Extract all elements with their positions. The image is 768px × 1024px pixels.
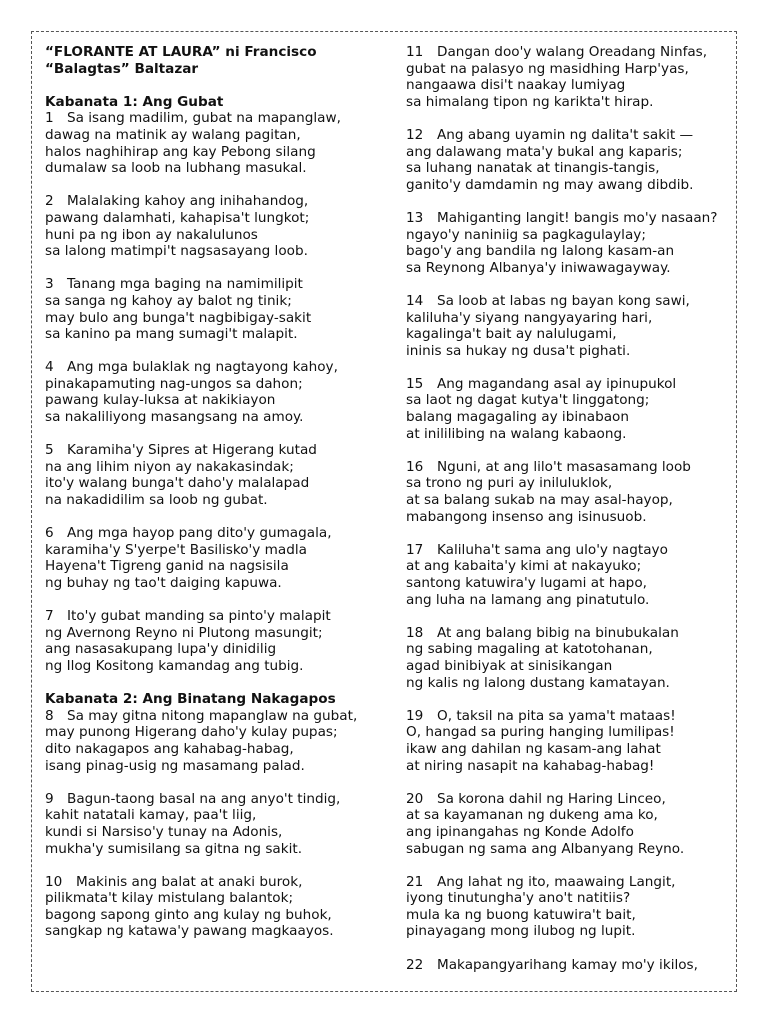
verse-text: Dangan doo'y walang Oreadang Ninfas, (437, 44, 708, 60)
verse-text: Karamiha'y Sipres at Higerang kutad (67, 442, 317, 459)
stanza-line: na ang lihim niyon ay nakakasindak; (45, 458, 294, 475)
stanza-line: mula ka ng buong katuwira't bait, (406, 906, 636, 923)
stanza-line: bago'y ang bandila ng lalong kasam-an (406, 243, 675, 260)
stanza-6 (45, 525, 365, 591)
stanza-line: mabangong insenso ang isinusuob. (406, 508, 647, 525)
stanza-12 (406, 127, 736, 193)
stanza-number: 3 (45, 276, 54, 293)
stanza-line: pawang kulay-luksa at nakikiayon (45, 392, 276, 409)
stanza-line: sangkap ng katawa'y pawang magkaayos. (45, 923, 334, 940)
stanza-19 (406, 708, 736, 774)
stanza-number: 15 (406, 375, 424, 392)
stanza-line: iyong tinutungha'y ano't natitiis? (406, 890, 631, 907)
stanza-line: ng sabing magaling at katotohanan, (406, 641, 653, 658)
stanza-10 (45, 874, 365, 940)
stanza-2 (45, 193, 365, 259)
stanza-line: pinayagang mong ilubog ng lupit. (406, 923, 636, 940)
stanza-line: ang nasasakupang lupa'y dinidilig (45, 641, 277, 658)
stanza-8 (45, 708, 365, 774)
verse-text: Ang lahat ng ito, maawaing Langit, (437, 873, 676, 890)
chapter-2-heading: Kabanata 2: Ang Binatang Nakagapos (45, 691, 336, 708)
stanza-line: sa trono ng puri ay iniluluklok, (406, 475, 613, 492)
stanza-line: sa lalong matimpi't nagsasayang loob. (45, 243, 308, 260)
stanza-number: 2 (45, 193, 54, 210)
stanza-18 (406, 625, 736, 691)
stanza-number: 13 (406, 209, 424, 226)
verse-text: Sa isang madilim, gubat na mapanglaw, (67, 110, 341, 127)
stanza-line: isang pinag-usig ng masamang palad. (45, 757, 305, 774)
stanza-line (406, 293, 736, 310)
stanza-line (45, 110, 365, 127)
right-column (406, 44, 736, 990)
stanza-line (406, 791, 736, 808)
stanza-line: ang luha na lamang ang pinatutulo. (406, 591, 650, 608)
verse-text: Bagun-taong basal na ang anyo't tindig, (67, 790, 341, 807)
verse-text: Sa may gitna nitong mapanglaw na gubat, (67, 707, 358, 724)
stanza-line: may bulo ang bunga't nagbibigay-sakit (45, 309, 312, 326)
stanza-number: 8 (45, 707, 54, 724)
stanza-line: nangaawa disi't naakay lumiyag (406, 77, 626, 94)
stanza-13 (406, 210, 736, 276)
stanza-line (406, 542, 736, 559)
verse-text: Ang mga bulaklak ng nagtayong kahoy, (67, 359, 338, 376)
title-line-2: “Balagtas” Baltazar (45, 60, 199, 77)
stanza-1 (45, 110, 365, 176)
stanza-line: santong katuwira'y lugami at hapo, (406, 575, 647, 591)
stanza-line: kundi si Narsiso'y tunay na Adonis, (45, 823, 283, 840)
stanza-number: 1 (45, 110, 54, 127)
stanza-line: sa luhang nanatak at tinangis-tangis, (406, 160, 660, 177)
stanza-line (45, 193, 365, 210)
stanza-number: 10 (45, 873, 63, 890)
stanza-number: 4 (45, 359, 54, 376)
stanza-line: ng Avernong Reyno ni Plutong masungit; (45, 624, 323, 641)
stanza-number: 11 (406, 44, 424, 60)
stanza-line: ito'y walang bunga't daho'y malalapad (45, 475, 310, 492)
stanza-line (45, 359, 365, 376)
stanza-line: pilikmata't kilay mistulang balantok; (45, 890, 294, 907)
stanza-line: halos naghihirap ang kay Pebong silang (45, 143, 316, 160)
stanza-line (406, 210, 736, 227)
stanza-line: kagalinga't bait ay nalulugami, (406, 326, 617, 343)
stanza-line: kahit natatali kamay, paa't liig, (45, 807, 257, 824)
stanza-number: 5 (45, 442, 54, 459)
stanza-line: ganito'y damdamin ng may awang dibdib. (406, 176, 694, 193)
stanza-line: at inililibing na walang kabaong. (406, 425, 627, 442)
stanza-5 (45, 442, 365, 508)
verse-text: Kaliluha't sama ang ulo'y nagtayo (437, 541, 668, 558)
stanza-line: ang dalawang mata'y bukal ang kaparis; (406, 143, 683, 160)
verse-text: Ito'y gubat manding sa pinto'y malapit (67, 608, 331, 625)
stanza-line (45, 708, 365, 725)
stanza-line: sabugan ng sama ang Albanyang Reyno. (406, 840, 685, 857)
verse-text: Makapangyarihang kamay mo'y ikilos, (437, 956, 698, 973)
stanza-line: sa himalang tipon ng karikta't hirap. (406, 93, 654, 110)
stanza-number: 12 (406, 126, 424, 143)
stanza-number: 19 (406, 707, 424, 724)
verse-text: Nguni, at ang lilo't masasamang loob (437, 458, 691, 475)
stanza-line (45, 791, 365, 808)
stanza-line (45, 442, 365, 459)
stanza-line: ininis sa hukay ng dusa't pighati. (406, 342, 631, 359)
chapter-1-heading: Kabanata 1: Ang Gubat (45, 93, 224, 110)
verse-text: Ang mga hayop pang dito'y gumagala, (67, 525, 332, 542)
stanza-line: kaliluha'y siyang nangyayaring hari, (406, 309, 653, 326)
stanza-line: sa kanino pa mang sumagi't malapit. (45, 326, 298, 343)
stanza-4 (45, 359, 365, 425)
stanza-line (406, 708, 736, 725)
stanza-line: dito nakagapos ang kahabag-habag, (45, 740, 294, 757)
stanza-17 (406, 542, 736, 608)
verse-text: Sa loob at labas ng bayan kong sawi, (437, 292, 690, 309)
stanza-line (45, 874, 365, 891)
verse-text: Malalaking kahoy ang inihahandog, (67, 193, 309, 210)
stanza-number: 7 (45, 608, 54, 625)
stanza-line: agad binibiyak at sinisikangan (406, 657, 613, 674)
stanza-line: O, hangad sa puring hanging lumilipas! (406, 724, 675, 741)
stanza-line (406, 44, 736, 61)
stanza-line: ngayo'y naniniig sa pagkagulaylay; (406, 226, 646, 243)
stanza-line: ng buhay ng tao't daiging kapuwa. (45, 575, 282, 591)
verse-text: At ang balang bibig na binubukalan (437, 624, 679, 641)
stanza-line: mukha'y sumisilang sa gitna ng sakit. (45, 840, 303, 857)
stanza-line: sa Reynong Albanya'y iniwawagayway. (406, 259, 671, 276)
stanza-line: Hayena't Tigreng ganid na nagsisila (45, 558, 289, 575)
stanza-22 (406, 957, 736, 974)
title-line-1: “FLORANTE AT LAURA” ni Francisco (45, 44, 317, 60)
stanza-line: gubat na palasyo ng masidhing Harp'yas, (406, 60, 689, 77)
stanza-line: balang magagaling ay ibinabaon (406, 409, 629, 426)
stanza-line: ng kalis ng lalong dustang kamatayan. (406, 674, 670, 691)
verse-text: Mahiganting langit! bangis mo'y nasaan? (437, 209, 718, 226)
verse-text: Ang magandang asal ay ipinupukol (437, 375, 677, 392)
stanza-line: at niring nasapit na kahabag-habag! (406, 757, 655, 774)
stanza-line: dumalaw sa loob na lubhang masukal. (45, 160, 307, 177)
verse-text: Ang abang uyamin ng dalita't sakit — (437, 126, 694, 143)
stanza-line (406, 957, 736, 974)
stanza-number: 22 (406, 956, 424, 973)
stanza-line: ng Ilog Kositong kamandag ang tubig. (45, 657, 304, 674)
stanza-number: 6 (45, 525, 54, 542)
stanza-21 (406, 874, 736, 940)
stanza-line (406, 625, 736, 642)
stanza-line: ikaw ang dahilan ng kasam-ang lahat (406, 740, 661, 757)
stanza-line: dawag na matinik ay walang pagitan, (45, 126, 301, 143)
stanza-line (406, 874, 736, 891)
stanza-line (406, 459, 736, 476)
verse-text: Tanang mga baging na namimilipit (67, 276, 303, 293)
stanza-7 (45, 608, 365, 674)
stanza-number: 14 (406, 292, 424, 309)
stanza-15 (406, 376, 736, 442)
verse-text: Sa korona dahil ng Haring Linceo, (437, 790, 666, 807)
stanza-line: may punong Higerang daho'y kulay pupas; (45, 724, 338, 741)
stanza-3 (45, 276, 365, 342)
verse-text: O, taksil na pita sa yama't mataas! (437, 707, 676, 724)
stanza-14 (406, 293, 736, 359)
stanza-9 (45, 791, 365, 857)
stanza-line: pinakapamuting nag-ungos sa dahon; (45, 375, 303, 392)
stanza-line: sa laot ng dagat kutya't linggatong; (406, 392, 650, 409)
stanza-line: karamiha'y S'yerpe't Basilisko'y madla (45, 541, 307, 558)
stanza-line (45, 608, 365, 625)
stanza-number: 16 (406, 458, 424, 475)
stanza-line: na nakadidilim sa loob ng gubat. (45, 492, 268, 509)
stanza-line: at sa balang sukab na may asal-hayop, (406, 492, 673, 509)
stanza-20 (406, 791, 736, 857)
stanza-line: bagong sapong ginto ang kulay ng buhok, (45, 906, 332, 923)
stanza-line: sa sanga ng kahoy ay balot ng tinik; (45, 292, 292, 309)
stanza-number: 20 (406, 790, 424, 807)
stanza-number: 17 (406, 541, 424, 558)
stanza-number: 21 (406, 873, 424, 890)
stanza-line: at ang kabaita'y kimi at nakayuko; (406, 558, 642, 575)
stanza-line (406, 376, 736, 393)
stanza-16 (406, 459, 736, 525)
left-column (45, 44, 365, 957)
stanza-line: at sa kayamanan ng dukeng ama ko, (406, 807, 658, 824)
poem-title (45, 44, 365, 77)
stanza-line (406, 127, 736, 144)
stanza-number: 9 (45, 790, 54, 807)
stanza-line: pawang dalamhati, kahapisa't lungkot; (45, 209, 310, 226)
stanza-line: sa nakaliliyong masangsang na amoy. (45, 409, 304, 426)
stanza-number: 18 (406, 624, 424, 641)
stanza-line (45, 525, 365, 542)
stanza-line: huni pa ng ibon ay nakalulunos (45, 226, 258, 243)
stanza-line (45, 276, 365, 293)
stanza-line: ang ipinangahas ng Konde Adolfo (406, 823, 634, 840)
verse-text: Makinis ang balat at anaki burok, (76, 873, 303, 890)
stanza-11 (406, 44, 736, 110)
